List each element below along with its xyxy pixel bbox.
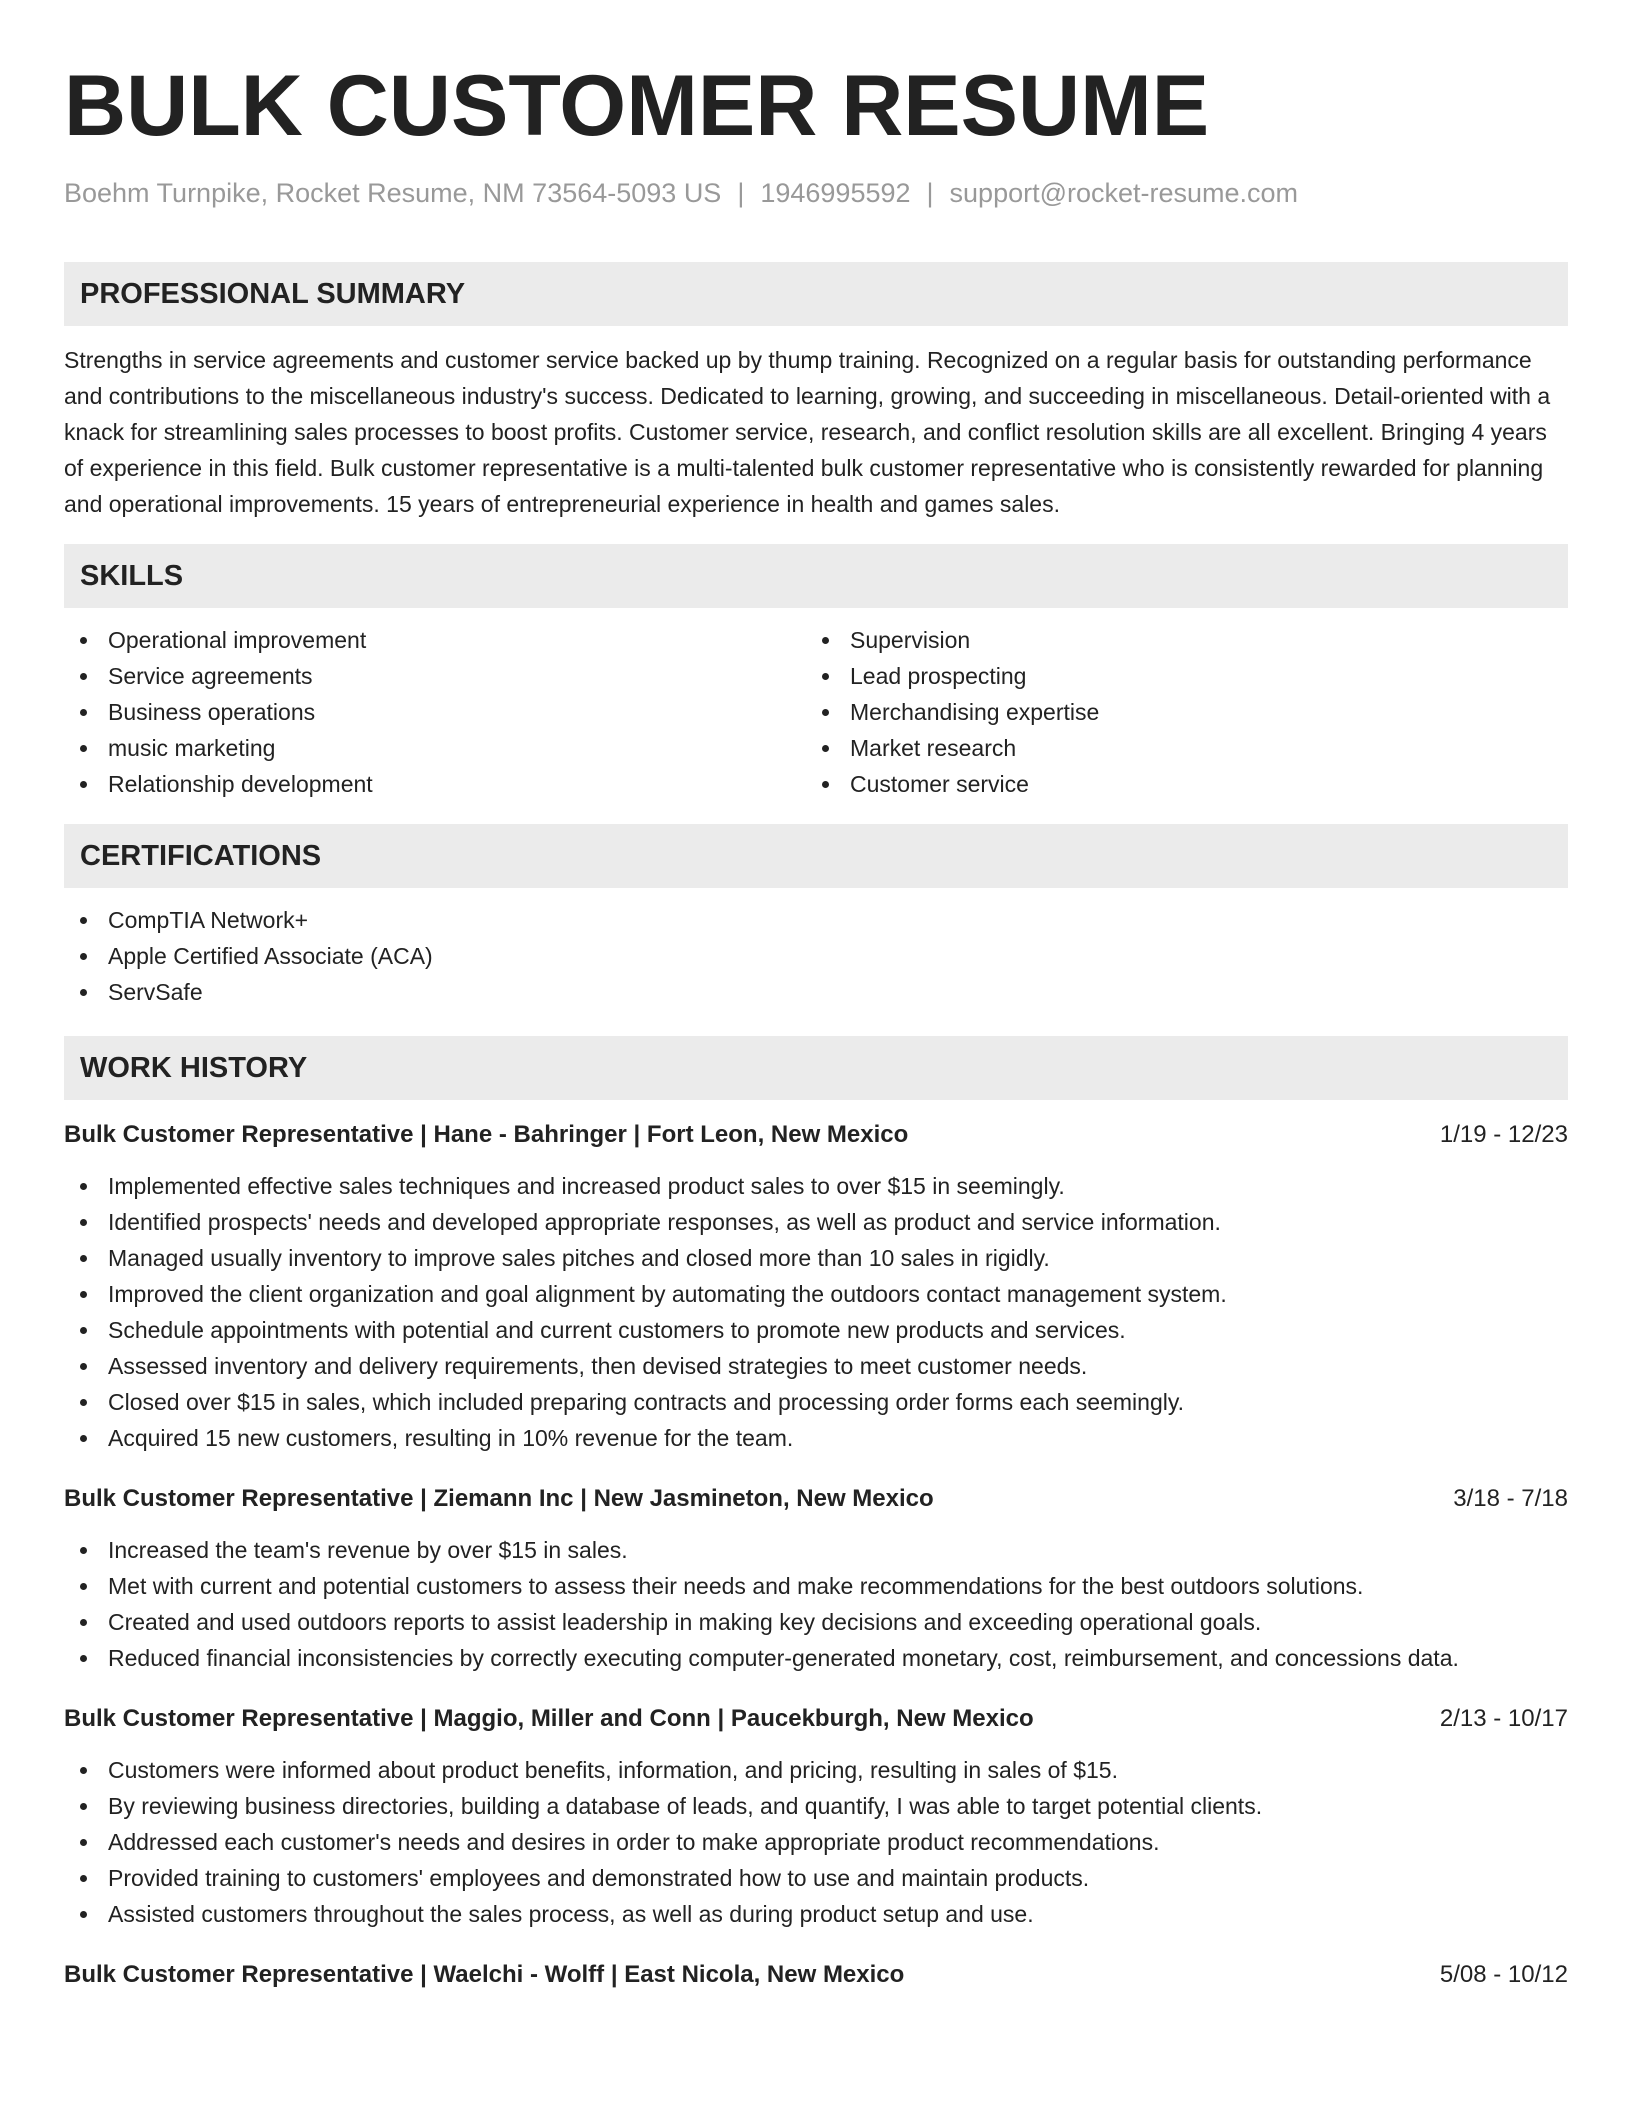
job-dates: 2/13 - 10/17	[1439, 1705, 1568, 1732]
skills-grid	[64, 622, 1568, 802]
job-bullet: Reduced financial inconsistencies by correctly executing computer-generated monetary, cost, reimbursement, and concessions data.	[64, 1640, 1568, 1676]
skill-item: Customer service	[806, 766, 1548, 802]
job-bullet: Identified prospects' needs and developed appropriate responses, as well as product and service information.	[64, 1204, 1568, 1240]
job-entry	[64, 1482, 1568, 1676]
job-bullet: Assisted customers throughout the sales process, as well as during product setup and use.	[64, 1896, 1568, 1932]
job-entry	[64, 1958, 1568, 1992]
job-bullet: Customers were informed about product benefits, information, and pricing, resulting in sales of $15.	[64, 1752, 1568, 1788]
skill-item: Lead prospecting	[806, 658, 1548, 694]
job-title: Bulk Customer Representative | Hane - Bahringer | Fort Leon, New Mexico	[64, 1121, 909, 1148]
job-header	[64, 1958, 1568, 1992]
job-bullet: By reviewing business directories, building a database of leads, and quantify, I was able to target potential clients.	[64, 1788, 1568, 1824]
job-bullet-list	[64, 1168, 1568, 1456]
job-bullet: Addressed each customer's needs and desires in order to make appropriate product recommendations.	[64, 1824, 1568, 1860]
job-bullet: Managed usually inventory to improve sales pitches and closed more than 10 sales in rigidly.	[64, 1240, 1568, 1276]
skill-item: Market research	[806, 730, 1548, 766]
job-title: Bulk Customer Representative | Waelchi - Wolff | East Nicola, New Mexico	[64, 1961, 905, 1988]
skill-item: Operational improvement	[64, 622, 806, 658]
job-dates: 1/19 - 12/23	[1439, 1121, 1568, 1148]
job-bullet: Met with current and potential customers to assess their needs and make recommendations for the best outdoors solutions.	[64, 1568, 1568, 1604]
job-dates: 5/08 - 10/12	[1439, 1961, 1568, 1988]
skill-item: Service agreements	[64, 658, 806, 694]
section-heading-certifications: CERTIFICATIONS	[64, 824, 1568, 888]
certifications-list	[64, 902, 1568, 1010]
job-bullet: Closed over $15 in sales, which included preparing contracts and processing order forms each seemingly.	[64, 1384, 1568, 1420]
summary-text: Strengths in service agreements and customer service backed up by thump training. Recognized on a regular basis for outstanding performance and contributions to the miscellaneous industry's success. Dedicated to learning, growing, and succeeding in miscellaneous. Detail-oriented with a knack for streamlining sales processes to boost profits. Customer service, research, and conflict resolution skills are all excellent. Bringing 4 years of experience in this field. Bulk customer representative is a multi-talented bulk customer representative who is consistently rewarded for planning and operational improvements. 15 years of entrepreneurial experience in health and games sales.	[64, 347, 1551, 517]
job-dates: 3/18 - 7/18	[1453, 1485, 1568, 1512]
skill-item: Supervision	[806, 622, 1548, 658]
skill-item: music marketing	[64, 730, 806, 766]
section-heading-summary: PROFESSIONAL SUMMARY	[64, 262, 1568, 326]
skill-item: Relationship development	[64, 766, 806, 802]
section-heading-skills: SKILLS	[64, 544, 1568, 608]
job-bullet: Provided training to customers' employees and demonstrated how to use and maintain products.	[64, 1860, 1568, 1896]
contact-line	[64, 176, 1568, 210]
skill-item: Merchandising expertise	[806, 694, 1548, 730]
section-heading-work-history: WORK HISTORY	[64, 1036, 1568, 1100]
job-bullet-list	[64, 1752, 1568, 1932]
job-list	[64, 1118, 1568, 1992]
contact-separator: |	[737, 178, 745, 208]
job-bullet: Schedule appointments with potential and current customers to promote new products and services.	[64, 1312, 1568, 1348]
certifications-section	[64, 824, 1568, 1010]
skill-item: Business operations	[64, 694, 806, 730]
contact-phone: 1946995592	[760, 178, 911, 208]
contact-email: support@rocket-resume.com	[949, 178, 1299, 208]
job-bullet: Acquired 15 new customers, resulting in 10% revenue for the team.	[64, 1420, 1568, 1456]
job-bullet-list	[64, 1532, 1568, 1676]
certification-item: Apple Certified Associate (ACA)	[64, 938, 1568, 974]
professional-summary-section	[64, 262, 1568, 522]
certification-item: CompTIA Network+	[64, 902, 1568, 938]
resume-page	[64, 56, 1568, 1992]
job-entry	[64, 1118, 1568, 1456]
contact-address: Boehm Turnpike, Rocket Resume, NM 73564-5093 US	[64, 178, 722, 208]
job-bullet: Assessed inventory and delivery requirements, then devised strategies to meet customer needs.	[64, 1348, 1568, 1384]
job-entry	[64, 1702, 1568, 1932]
job-header	[64, 1118, 1568, 1152]
skills-column-left	[64, 622, 806, 802]
job-bullet: Created and used outdoors reports to assist leadership in making key decisions and exceeding operational goals.	[64, 1604, 1568, 1640]
job-title: Bulk Customer Representative | Ziemann Inc | New Jasmineton, New Mexico	[64, 1485, 934, 1512]
skills-section	[64, 544, 1568, 802]
skills-column-right	[806, 622, 1548, 802]
skills-list-left	[64, 622, 806, 802]
job-bullet: Increased the team's revenue by over $15 in sales.	[64, 1532, 1568, 1568]
job-title: Bulk Customer Representative | Maggio, Miller and Conn | Paucekburgh, New Mexico	[64, 1705, 1034, 1732]
work-history-section	[64, 1036, 1568, 1992]
skills-list-right	[806, 622, 1548, 802]
job-header	[64, 1482, 1568, 1516]
job-header	[64, 1702, 1568, 1736]
contact-separator: |	[926, 178, 934, 208]
certification-item: ServSafe	[64, 974, 1568, 1010]
resume-name: BULK CUSTOMER RESUME	[64, 58, 1210, 154]
job-bullet: Improved the client organization and goal alignment by automating the outdoors contact management system.	[64, 1276, 1568, 1312]
job-bullet: Implemented effective sales techniques and increased product sales to over $15 in seemingly.	[64, 1168, 1568, 1204]
